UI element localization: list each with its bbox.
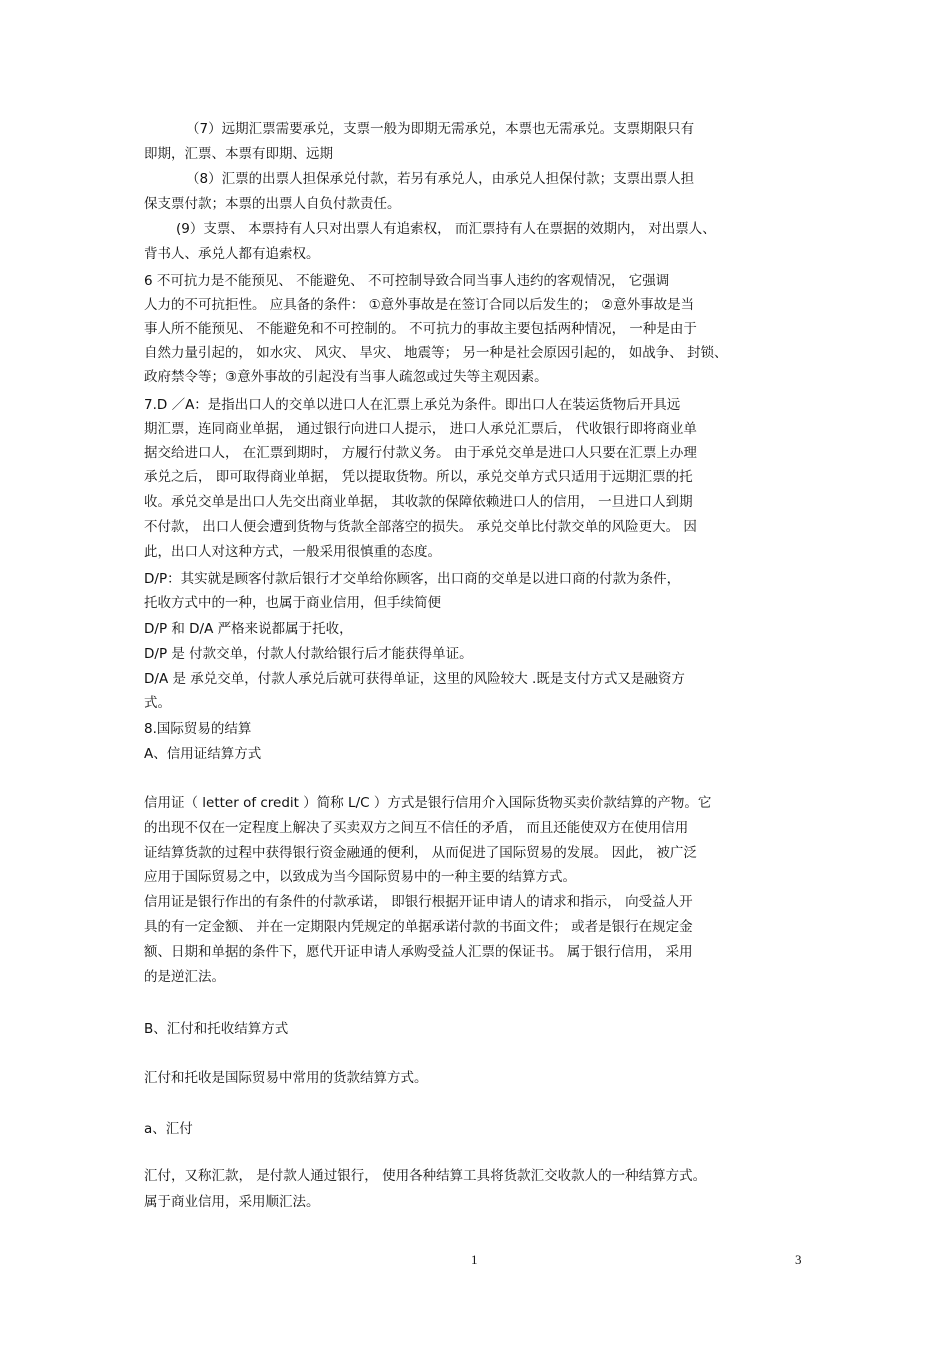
page-number: 1 [471,1252,478,1267]
text-line: 信用证是银行作出的有条件的付款承诺， 即银行根据开证申请人的请求和指示， 向受益人开 [144,894,693,910]
text-line: 背书人、承兑人都有追索权。 [144,246,320,262]
text-line: 承兑之后， 即可取得商业单据， 凭以提取货物。所以，承兑交单方式只适用于远期汇票的托 [144,469,693,485]
text-line: 事人所不能预见、 不能避免和不可控制的。 不可抗力的事故主要包括两种情况， 一种是由于 [144,321,697,337]
text-line: 证结算货款的过程中获得银行资金融通的便利， 从而促进了国际贸易的发展。 因此， 被广泛 [144,845,697,861]
text-line: 此，出口人对这种方式，一般采用很慎重的态度。 [144,544,441,560]
section-heading: A、信用证结算方式 [144,746,262,762]
text-line: 保支票付款；本票的出票人自负付款责任。 [144,196,401,212]
text-line: 汇付，又称汇款， 是付款人通过银行， 使用各种结算工具将货款汇交收款人的一种结算方式。 [144,1168,707,1184]
text-line: 式。 [144,695,171,711]
sheet-number: 3 [795,1252,802,1267]
text-line: 应用于国际贸易之中，以致成为当今国际贸易中的一种主要的结算方式。 [144,869,576,885]
text-line: 人力的不可抗拒性。 应具备的条件： ①意外事故是在签订合同以后发生的； ②意外事故是当 [144,297,695,313]
text-line: 6 不可抗力是不能预见、 不能避免、 不可控制导致合同当事人违约的客观情况， 它强调 [144,273,670,289]
text-line: 不付款， 出口人便会遭到货物与货款全部落空的损失。 承兑交单比付款交单的风险更大。 因 [144,519,697,535]
section-heading: a、汇付 [144,1121,193,1137]
text-line: 收。承兑交单是出口人先交出商业单据， 其收款的保障依赖进口人的信用， 一旦进口人到期 [144,494,693,510]
section-heading: B、汇付和托收结算方式 [144,1021,289,1037]
text-line: D/P：其实就是顾客付款后银行才交单给你顾客，出口商的交单是以进口商的付款为条件， [144,571,681,587]
text-line: 自然力量引起的， 如水灾、 风灾、 旱灾、 地震等； 另一种是社会原因引起的， 如战争、 封锁、 [144,345,728,361]
text-line: D/P 和 D/A 严格来说都属于托收， [144,621,353,637]
text-line: 7.D ／A：是指出口人的交单以进口人在汇票上承兑为条件。即出口人在装运货物后开具远 [144,397,681,413]
text-line: 属于商业信用，采用顺汇法。 [144,1194,320,1210]
text-line: D/A 是 承兑交单，付款人承兑后就可获得单证，这里的风险较大 .既是支付方式又是融资方 [144,671,685,687]
text-line: 额、日期和单据的条件下，愿代开证申请人承购受益人汇票的保证书。 属于银行信用， 采用 [144,944,693,960]
text-line: 据交给进口人， 在汇票到期时， 方履行付款义务。 由于承兑交单是进口人只要在汇票上办理 [144,445,697,461]
text-line: 政府禁令等；③意外事故的引起没有当事人疏忽或过失等主观因素。 [144,369,548,385]
text-line: （8）汇票的出票人担保承兑付款，若另有承兑人，由承兑人担保付款；支票出票人担 [186,171,695,187]
text-line: 信用证（ letter of credit ）简称 L/C ）方式是银行信用介入国际货物买卖价款结算的产物。它 [144,795,712,811]
text-line: 具的有一定金额、 并在一定期限内凭规定的单据承诺付款的书面文件； 或者是银行在规定金 [144,919,693,935]
text-line: 的出现不仅在一定程度上解决了买卖双方之间互不信任的矛盾， 而且还能使双方在使用信用 [144,820,689,836]
text-line: 汇付和托收是国际贸易中常用的货款结算方式。 [144,1070,428,1086]
text-line: 的是逆汇法。 [144,969,225,985]
text-line: D/P 是 付款交单，付款人付款给银行后才能获得单证。 [144,646,473,662]
section-heading: 8.国际贸易的结算 [144,721,252,737]
text-line: 期汇票，连同商业单据， 通过银行向进口人提示， 进口人承兑汇票后， 代收银行即将商业单 [144,421,697,437]
text-line: (9）支票、 本票持有人只对出票人有追索权， 而汇票持有人在票据的效期内， 对出票人、 [176,221,716,237]
text-line: 托收方式中的一种，也属于商业信用，但手续简便 [144,595,441,611]
text-line: 即期，汇票、本票有即期、远期 [144,146,333,162]
text-line: （7）远期汇票需要承兑，支票一般为即期无需承兑，本票也无需承兑。支票期限只有 [186,121,695,137]
